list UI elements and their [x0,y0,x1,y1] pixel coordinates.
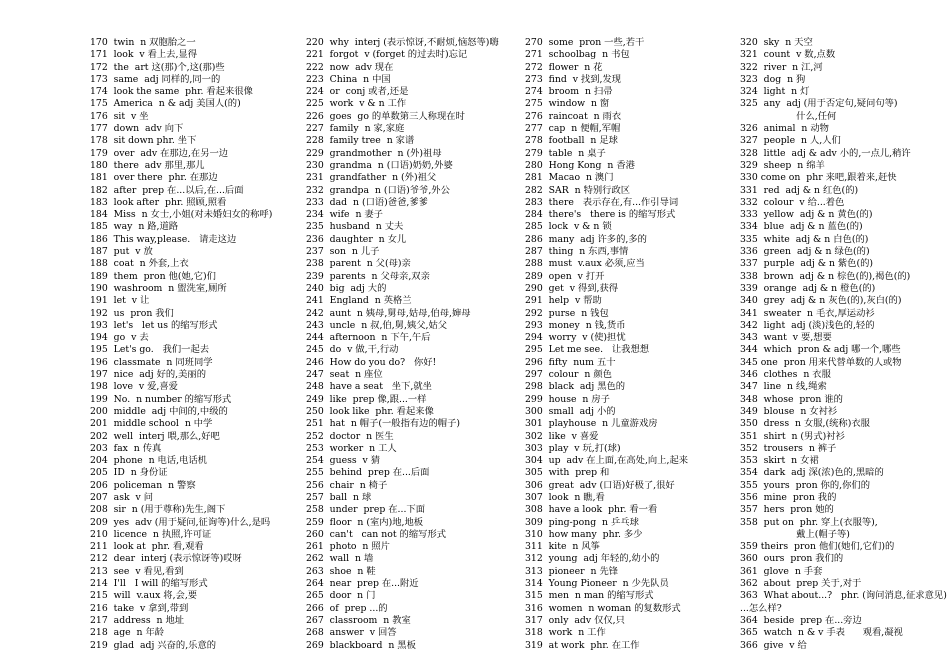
vocab-entry: 345 one pron 用来代替单数的人或物 [740,356,902,368]
vocab-entry: 352 trousers n 裤子 [740,442,837,454]
vocab-entry: 195 Let's go. 我们一起去 [90,344,210,356]
vocab-entry: 302 like v 喜爱 [525,430,599,442]
vocab-entry: 301 playhouse n 儿童游戏房 [525,418,658,430]
vocab-entry: 231 grandfather n (外)祖父 [306,172,437,184]
vocab-entry: 什么,任何 [740,110,837,122]
vocab-entry: 365 watch n & v 手表 观看,凝视 [740,627,903,639]
vocab-entry: 282 SAR n 特别行政区 [525,184,631,196]
vocab-entry: 299 house n 房子 [525,393,610,405]
vocab-entry: 300 small adj 小的 [525,405,616,417]
vocab-entry: 326 animal n 动物 [740,123,829,135]
vocab-entry: 243 uncle n 叔,伯,舅,姨父,姑父 [306,319,448,331]
vocab-entry: 303 play v 玩,打(球) [525,442,621,454]
vocab-entry: 297 colour n 颜色 [525,369,612,381]
vocab-entry: 278 football n 足球 [525,135,618,147]
vocab-entry: 210 licence n 执照,许可证 [90,528,212,540]
vocab-entry: 248 have a seat 坐下,就坐 [306,381,432,393]
vocab-entry: 291 help v 帮助 [525,295,602,307]
vocab-entry: 257 ball n 球 [306,491,372,503]
vocab-entry: 191 let v 让 [90,295,150,307]
vocab-entry: 364 beside prep 在...旁边 [740,614,862,626]
vocab-entry: 229 grandmother n (外)祖母 [306,147,442,159]
vocab-entry: 259 floor n (室内)地,地板 [306,516,424,528]
vocab-entry: 196 classmate n 同班同学 [90,356,213,368]
vocab-entry: 235 husband n 丈夫 [306,221,404,233]
vocab-entry: 250 look like phr. 看起来像 [306,405,434,417]
vocab-entry: 337 purple adj & n 紫色(的) [740,258,874,270]
vocab-entry: 199 No. n number 的缩写形式 [90,393,232,405]
vocab-entry: 276 raincoat n 雨衣 [525,110,622,122]
vocab-entry: 266 of prep ...的 [306,602,388,614]
vocab-entry: 251 hat n 帽子(一般指有边的帽子) [306,418,460,430]
vocab-entry: 239 parents n 父母亲,双亲 [306,270,430,282]
vocab-column-1 [90,37,300,652]
vocab-entry: 253 worker n 工人 [306,442,397,454]
vocab-entry: 296 fifty num 五十 [525,356,616,368]
vocab-entry: 347 line n 线,绳索 [740,381,827,393]
vocab-entry: 189 them pron 他(她,它)们 [90,270,216,282]
vocab-entry: 285 lock v & n 锁 [525,221,612,233]
vocab-entry: 366 give v 给 [740,639,807,651]
vocab-entry: 190 washroom n 盥洗室,厕所 [90,282,227,294]
vocab-entry: 211 look at phr. 看,观看 [90,541,204,553]
vocab-entry: 175 America n & adj 美国人(的) [90,98,241,110]
vocab-entry: 343 want v 要,想要 [740,332,832,344]
vocab-entry: 213 see v 看见,看到 [90,565,184,577]
vocab-entry: 354 dark adj 深(浓)色的,黑暗的 [740,467,884,479]
vocab-entry: 350 dress n 女服,(统称)衣服 [740,418,870,430]
vocab-entry: 183 look after phr. 照顾,照看 [90,196,227,208]
vocab-entry: 328 little adj & adv 小的,一点儿,稍许 [740,147,911,159]
vocab-entry: 203 fax n 传真 [90,442,162,454]
vocab-entry: 344 which pron & adj 哪一个,哪些 [740,344,901,356]
vocab-entry: 225 work v & n 工作 [306,98,407,110]
vocab-entry: 274 broom n 扫帚 [525,86,613,98]
vocab-entry: 220 why interj (表示惊讶,不耐烦,恼怒等)嗨 [306,37,499,48]
vocab-entry: 307 look n 瞧,看 [525,491,605,503]
vocab-entry: 247 seat n 座位 [306,369,383,381]
vocab-entry: 355 yours pron 你的,你们的 [740,479,870,491]
vocab-entry: 218 age n 年龄 [90,627,165,639]
vocab-entry: 237 son n 儿子 [306,246,380,258]
vocab-entry: 358 put on phr. 穿上(衣服等), [740,516,878,528]
vocab-entry: 346 clothes n 衣服 [740,369,831,381]
vocab-entry: 181 over there phr. 在那边 [90,172,218,184]
vocab-entry: 292 purse n 钱包 [525,307,609,319]
vocab-entry: 289 open v 打开 [525,270,605,282]
vocab-entry: 361 glove n 手套 [740,565,823,577]
vocab-entry: 283 there 表示存在,有...作引导词 [525,196,679,208]
vocab-entry: 202 well interj 喂,那么,好吧 [90,430,220,442]
vocab-entry: 197 nice adj 好的,美丽的 [90,369,207,381]
vocab-entry: 295 Let me see. 让我想想 [525,344,650,356]
vocab-entry: 256 chair n 椅子 [306,479,388,491]
vocab-entry: 228 family tree n 家谱 [306,135,415,147]
vocab-entry: 284 there's there is 的缩写形式 [525,209,676,221]
vocab-entry: 290 get v 得到,获得 [525,282,619,294]
vocab-entry: 227 family n 家,家庭 [306,123,405,135]
vocab-entry: 305 with prep 和 [525,467,610,479]
vocab-entry: 306 great adv (口语)好极了,很好 [525,479,675,491]
vocab-entry: 261 photo n 照片 [306,541,390,553]
vocab-entry: 351 shirt n (男式)衬衫 [740,430,845,442]
vocab-entry: ...怎么样? [740,602,782,614]
vocab-entry: 262 wall n 墙 [306,553,374,565]
vocab-entry: 244 afternoon n 下午,午后 [306,332,431,344]
vocab-entry: 182 after prep 在...以后,在...后面 [90,184,244,196]
vocab-entry: 242 aunt n 姨母,舅母,姑母,伯母,婶母 [306,307,471,319]
vocab-entry: 188 coat n 外套,上衣 [90,258,189,270]
vocab-entry: 323 dog n 狗 [740,73,806,85]
vocab-entry: 222 now adv 现在 [306,61,394,73]
vocab-entry: 329 sheep n 绵羊 [740,159,825,171]
vocab-entry: 245 do v 做,干,行动 [306,344,399,356]
vocab-entry: 320 sky n 天空 [740,37,813,48]
vocab-column-3 [525,37,735,652]
vocab-entry: 288 must v.aux 必须,应当 [525,258,645,270]
vocab-entry: 271 schoolbag n 书包 [525,49,630,61]
vocab-entry: 249 like prep 像,跟...一样 [306,393,427,405]
vocab-entry: 254 guess v 猜 [306,455,381,467]
vocab-entry: 275 window n 窗 [525,98,610,110]
vocab-column-4 [740,37,950,652]
vocab-entry: 327 people n 人,人们 [740,135,841,147]
vocab-entry: 340 grey adj & n 灰色(的),灰白(的) [740,295,902,307]
vocab-entry: 335 white adj & n 白色(的) [740,233,869,245]
vocab-entry: 293 money n 钱,货币 [525,319,626,331]
vocab-entry: 204 phone n 电话,电话机 [90,455,207,467]
vocab-entry: 214 I'll I will 的缩写形式 [90,578,208,590]
vocab-entry: 205 ID n 身份证 [90,467,168,479]
vocab-entry: 272 flower n 花 [525,61,603,73]
vocab-entry: 258 under prep 在...下面 [306,504,425,516]
vocab-entry: 193 let's let us 的缩写形式 [90,319,218,331]
vocab-entry: 342 light adj (淡)浅色的,轻的 [740,319,875,331]
vocab-entry: 324 light n 灯 [740,86,810,98]
vocab-entry: 179 over adv 在那边,在另一边 [90,147,229,159]
vocab-entry: 312 young adj 年轻的,幼小的 [525,553,660,565]
vocab-entry: 264 near prep 在...附近 [306,578,419,590]
vocab-entry: 236 daughter n 女儿 [306,233,407,245]
vocab-entry: 240 big adj 大的 [306,282,387,294]
vocab-entry: 232 grandpa n (口语)爷爷,外公 [306,184,450,196]
vocab-entry: 310 how many phr. 多少 [525,528,643,540]
vocab-entry: 234 wife n 妻子 [306,209,383,221]
vocab-entry: 270 some pron 一些,若干 [525,37,645,48]
vocab-entry: 268 answer v 回答 [306,627,397,639]
vocab-entry: 192 us pron 我们 [90,307,174,319]
vocab-entry: 171 look v 看上去,显得 [90,49,198,61]
vocab-entry: 286 many adj 许多的,多的 [525,233,647,245]
vocab-entry: 252 doctor n 医生 [306,430,394,442]
vocab-entry: 338 brown adj & n 棕色(的),褐色(的) [740,270,911,282]
vocab-entry: 219 glad adj 兴奋的,乐意的 [90,639,217,651]
vocab-column-2 [306,37,516,652]
vocab-entry: 212 dear interj (表示惊讶等)哎呀 [90,553,242,565]
vocab-entry: 360 ours pron 我们的 [740,553,844,565]
vocab-entry: 279 table n 桌子 [525,147,606,159]
vocab-entry: 221 forgot v (forget 的过去时)忘记 [306,49,468,61]
vocab-entry: 341 sweater n 毛衣,厚运动衫 [740,307,875,319]
vocab-entry: 362 about prep 关于,对于 [740,578,862,590]
vocab-entry: 298 black adj 黑色的 [525,381,626,393]
vocab-entry: 180 there adv 那里,那儿 [90,159,205,171]
vocab-entry: 339 orange adj & n 橙色(的) [740,282,876,294]
vocab-entry: 287 thing n 东西,事情 [525,246,629,258]
vocab-entry: 330 come on phr 来吧,跟着来,赶快 [740,172,897,184]
vocab-entry: 309 ping-pong n 乒乓球 [525,516,639,528]
vocab-entry: 281 Macao n 澳门 [525,172,614,184]
vocab-entry: 304 up adv 在上面,在高处,向上,起来 [525,455,689,467]
vocab-entry: 260 can't can not 的缩写形式 [306,528,447,540]
vocab-entry: 戴上(帽子等) [740,528,850,540]
vocab-entry: 246 How do you do? 你好! [306,356,437,368]
vocab-entry: 238 parent n 父(母)亲 [306,258,411,270]
vocab-entry: 233 dad n (口语)爸爸,爹爹 [306,196,428,208]
vocab-entry: 265 door n 门 [306,590,376,602]
vocab-entry: 315 men n man 的缩写形式 [525,590,654,602]
vocab-entry: 321 count v 数,点数 [740,49,836,61]
vocab-entry: 207 ask v 问 [90,491,154,503]
vocab-entry: 319 at work phr. 在工作 [525,639,640,651]
vocab-entry: 216 take v 拿到,带到 [90,602,189,614]
vocab-entry: 322 river n 江,河 [740,61,823,73]
vocab-entry: 185 way n 路,道路 [90,221,179,233]
vocab-entry: 174 look the same phr. 看起来很像 [90,86,253,98]
vocab-entry: 208 sir n (用于尊称)先生,阁下 [90,504,226,516]
vocab-entry: 267 classroom n 教室 [306,614,411,626]
vocab-entry: 187 put v 放 [90,246,153,258]
vocab-entry: 200 middle adj 中间的,中级的 [90,405,228,417]
vocab-entry: 356 mine pron 我的 [740,491,837,503]
vocab-entry: 280 Hong Kong n 香港 [525,159,635,171]
vocab-entry: 308 have a look phr. 看一看 [525,504,658,516]
vocab-entry: 226 goes go 的单数第三人称现在时 [306,110,465,122]
vocab-entry: 269 blackboard n 黑板 [306,639,416,651]
vocab-entry: 172 the art 这(那)个,这(那)些 [90,61,225,73]
vocab-entry: 317 only adv 仅仅,只 [525,614,625,626]
vocab-entry: 170 twin n 双胞胎之一 [90,37,196,48]
vocab-entry: 353 skirt n 女裙 [740,455,819,467]
vocab-entry: 349 blouse n 女衬衫 [740,405,838,417]
vocab-entry: 173 same adj 同样的,同一的 [90,73,221,85]
vocab-entry: 198 love v 爱,喜爱 [90,381,178,393]
vocab-entry: 201 middle school n 中学 [90,418,213,430]
vocab-entry: 313 pioneer n 先锋 [525,565,619,577]
vocab-entry: 177 down adv 向下 [90,123,184,135]
vocab-entry: 294 worry v (使)担忧 [525,332,626,344]
vocab-entry: 314 Young Pioneer n 少先队员 [525,578,669,590]
vocab-entry: 336 green adj & n 绿色(的) [740,246,870,258]
vocab-entry: 241 England n 英格兰 [306,295,412,307]
vocab-entry: 316 women n woman 的复数形式 [525,602,681,614]
vocab-entry: 348 whose pron 谁的 [740,393,843,405]
vocab-entry: 209 yes adv (用于疑问,征询等)什么,是吗 [90,516,271,528]
vocab-entry: 311 kite n 风筝 [525,541,600,553]
vocab-entry: 255 behind prep 在...后面 [306,467,430,479]
vocab-entry: 263 shoe n 鞋 [306,565,376,577]
vocab-entry: 359 theirs pron 他们(她们,它们)的 [740,541,895,553]
vocab-entry: 224 or conj 或者,还是 [306,86,409,98]
vocab-entry: 186 This way,please. 请走这边 [90,233,237,245]
vocab-entry: 184 Miss n 女士,小姐(对未婚妇女的称呼) [90,209,273,221]
vocab-entry: 223 China n 中国 [306,73,391,85]
vocab-entry: 333 yellow adj & n 黄色(的) [740,209,873,221]
vocab-entry: 178 sit down phr. 坐下 [90,135,197,147]
vocab-entry: 357 hers pron 她的 [740,504,834,516]
vocab-entry: 332 colour v 给...着色 [740,196,845,208]
vocab-entry: 273 find v 找到,发现 [525,73,622,85]
vocab-entry: 176 sit v 坐 [90,110,149,122]
vocab-entry: 331 red adj & n 红色(的) [740,184,859,196]
vocab-entry: 230 grandma n (口语)奶奶,外婆 [306,159,453,171]
vocab-entry: 334 blue adj & n 蓝色(的) [740,221,863,233]
vocab-entry: 206 policeman n 警察 [90,479,196,491]
vocab-entry: 194 go v 去 [90,332,149,344]
vocab-entry: 215 will v.aux 将,会,要 [90,590,198,602]
vocab-entry: 363 What about...? phr. (询问消息,征求意见) [740,590,947,602]
vocab-entry: 325 any adj (用于否定句,疑问句等) [740,98,898,110]
vocab-entry: 318 work n 工作 [525,627,606,639]
vocab-entry: 217 address n 地址 [90,614,185,626]
vocab-entry: 277 cap n 便帽,军帽 [525,123,621,135]
